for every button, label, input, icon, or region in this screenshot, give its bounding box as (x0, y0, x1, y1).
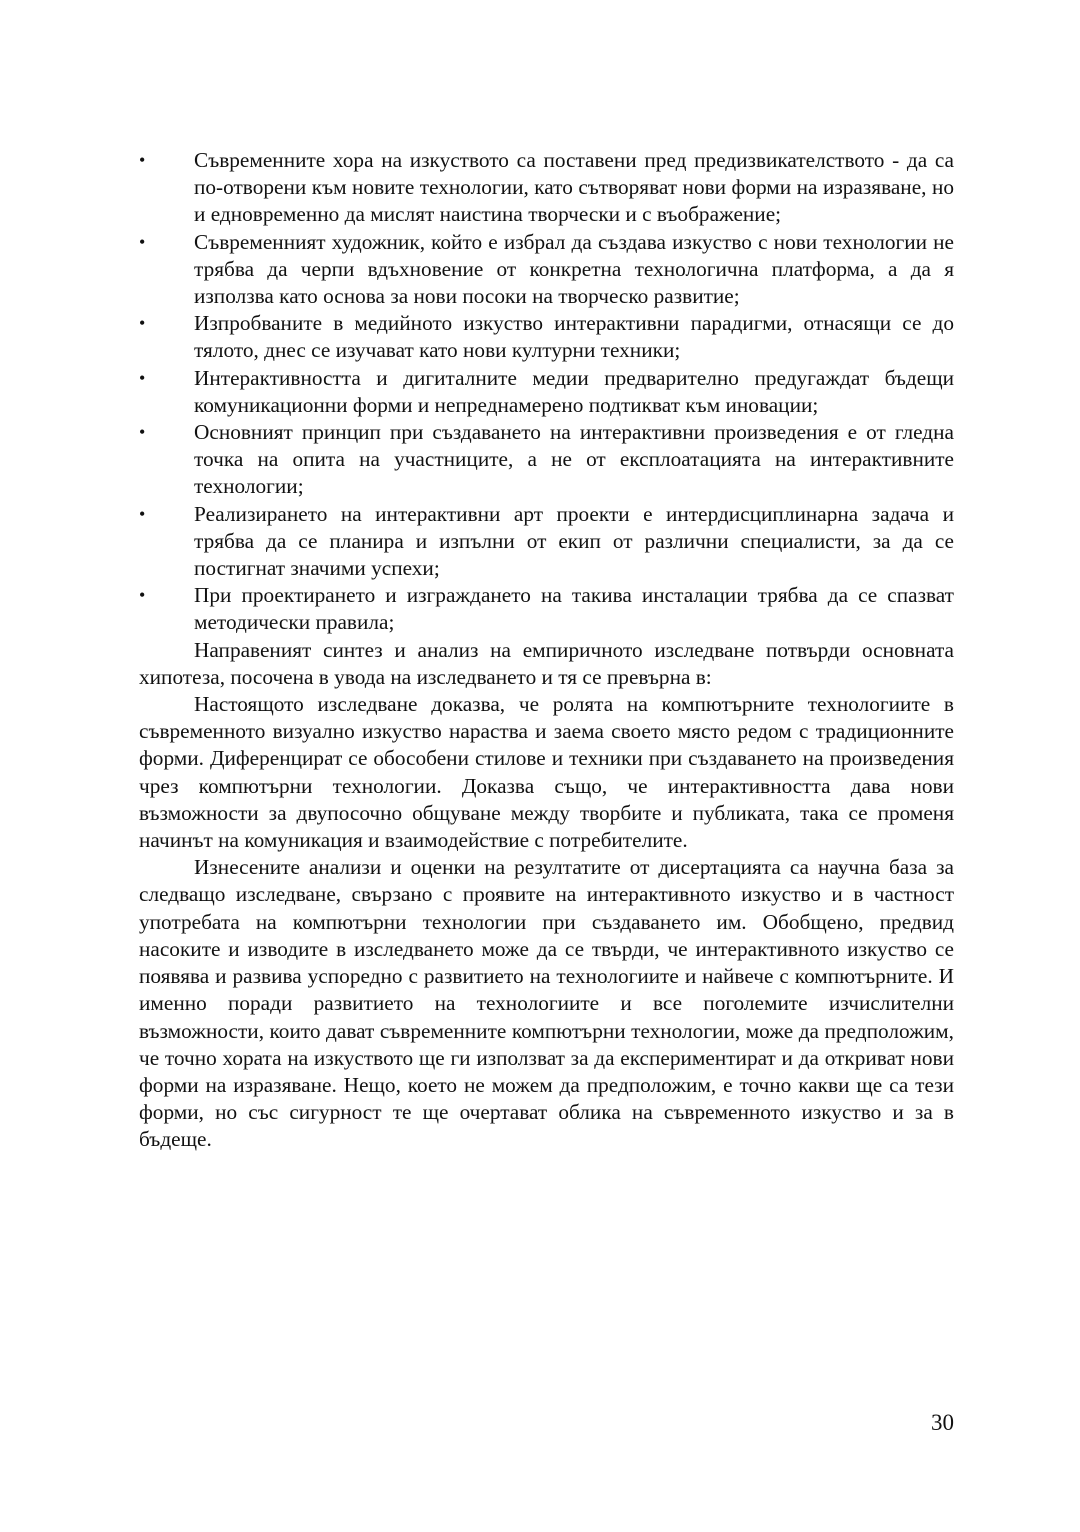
bullet-icon: • (139, 313, 146, 334)
conclusions-bullet-list (139, 147, 954, 637)
bullet-text: Основният принцип при създаването на интерактивни произведения е от гледна точка на опита на участниците, а не от експлоатацията на интерактивните технологии; (194, 420, 954, 499)
bullet-item-1 (139, 147, 954, 229)
bullet-text: При проектирането и изграждането на такива инсталации трябва да се спазват методически правила; (194, 583, 954, 635)
bullet-item-4 (139, 365, 954, 419)
bullet-item-3 (139, 310, 954, 364)
bullet-icon: • (139, 503, 146, 524)
page-number: 30 (931, 1410, 954, 1435)
bullet-icon: • (139, 150, 146, 170)
bullet-item-5 (139, 419, 954, 501)
paragraph-findings: Настоящото изследване доказва, че ролята на компютърните технологиите в съвременното визуално изкуство нараства и заема своето място редом с традиционните форми. Диференцират се обособени стилове и техники при създаването на произведения чрез компютърни технологии. Доказва също, че интерактивността дава нови възможности за двупосочно общуване между творбите и публиката, така се променя начинът на комуникация и взаимодействие с потребителите. (139, 692, 954, 853)
bullet-text: Съвременният художник, който е избрал да създава изкуство с нови технологии не трябва да черпи вдъхновение от конкретна технологична платформа, а да я използва като основа за нови посоки на творческо развитие; (194, 229, 954, 309)
bullet-icon: • (139, 231, 146, 252)
bullet-item-7 (139, 582, 954, 636)
paragraph-hypothesis: Направеният синтез и анализ на емпиричното изследване потвърди основната хипотеза, посочена в увода на изследването и тя се превърна в: (139, 637, 954, 689)
bullet-text: Съвременните хора на изкуството са поставени пред предизвикателството - да са по-отворени към новите технологии, като сътворяват нови форми на изразяване, но и едновременно да мислят наистина творчески и с въображение; (194, 148, 954, 227)
bullet-text: Интерактивността и дигиталните медии предварително предугаждат бъдещи комуникационни форми и непреднамерено подтикват към иновации; (194, 365, 954, 417)
bullet-icon: • (139, 585, 146, 606)
paragraph-conclusion: Изнесените анализи и оценки на резултатите от дисертацията са научна база за следващо изследване, свързано с проявите на интерактивното изкуство и в частност употребата на компютърни технологии при създаването им. Обобщено, предвид насоките и изводите в изследването може да се твърди, че интерактивното изкуство се появява и развива успоредно с развитието на технологиите и найвече с компютърните. И именно поради развитието на технологиите и все поголемите изчислителни възможности, които дават съвременните компютърни технологии, може да предположим, че точно хората на изкуството ще ги използват за да експериментират и да откриват нови форми на изразяване. Нещо, което не можем да предположим, е точно какви ще са тези форми, но със сигурност те ще очертават облика на съвременното изкуство и за в бъдеще. (139, 855, 954, 1152)
bullet-item-2 (139, 229, 954, 311)
bullet-text: Изпробваните в медийното изкуство интерактивни парадигми, отнасящи се до тялото, днес се изучават като нови културни техники; (194, 311, 954, 363)
bullet-text: Реализирането на интерактивни арт проекти е интердисциплинарна задача и трябва да се планира и изпълни от екип от различни специалисти, за да се постигнат значими успехи; (194, 501, 954, 581)
bullet-icon: • (139, 367, 146, 388)
bullet-item-6 (139, 501, 954, 583)
bullet-icon: • (139, 422, 146, 443)
document-body (139, 147, 954, 1154)
